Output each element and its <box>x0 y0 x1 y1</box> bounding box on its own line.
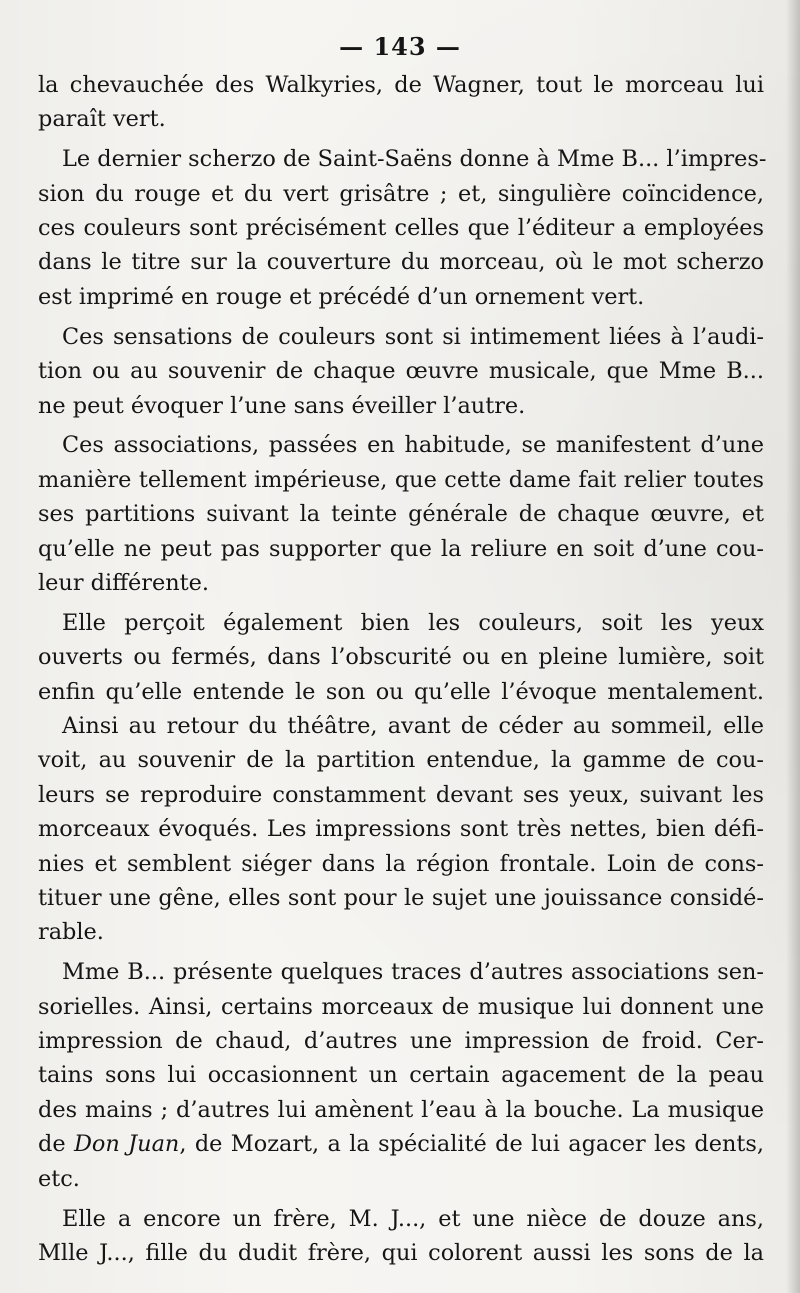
text-line: impression de chaud, d’autres une impression de froid. Cer- <box>38 1028 764 1055</box>
text-line: enfin qu’elle entende le son ou qu’elle l’évoque mentalement. <box>38 678 764 705</box>
text-line: des mains ; d’autres lui amènent l’eau à la bouche. La musique <box>38 1096 764 1123</box>
text-fragment: , de Mozart, a la spécialité de lui agacer les dents, <box>179 1131 764 1158</box>
page-gutter-shadow <box>786 0 800 1293</box>
paragraph-first-line: Ces associations, passées en habitude, se manifestent d’une <box>62 432 764 459</box>
text-line: leur différente. <box>38 569 210 596</box>
text-line: rable. <box>38 919 104 946</box>
paragraph-first-line: Elle a encore un frère, M. J..., et une nièce de douze ans, <box>62 1205 764 1232</box>
text-line: ouverts ou fermés, dans l’obscurité ou en pleine lumière, soit <box>38 644 764 671</box>
text-line: est imprimé en rouge et précédé d’un ornement vert. <box>38 283 645 310</box>
text-fragment: de <box>38 1131 66 1158</box>
text-line: nies et semblent siéger dans la région frontale. Loin de cons- <box>38 850 764 877</box>
text-line: tion ou au souvenir de chaque œuvre musicale, que Mme B... <box>38 358 764 385</box>
text-line: la chevauchée des Walkyries, de Wagner, tout le morceau lui <box>38 72 764 98</box>
body-text <box>38 68 767 1270</box>
text-line: ne peut évoquer l’une sans éveiller l’autre. <box>38 392 526 419</box>
text-line: tituer une gêne, elles sont pour le sujet une jouissance considé- <box>38 884 764 911</box>
page-number: — 143 — <box>339 32 461 61</box>
text-line-with-italic-title <box>38 1127 764 1161</box>
text-line: ses partitions suivant la teinte générale de chaque œuvre, et <box>38 501 764 528</box>
paragraph-first-line: Elle perçoit également bien les couleurs, soit les yeux <box>62 609 764 636</box>
text-line: dans le titre sur la couverture du morceau, où le mot scherzo <box>38 249 764 276</box>
text-line: ces couleurs sont précisément celles que l’éditeur a employées <box>38 215 764 242</box>
paragraph-first-line: Le dernier scherzo de Saint-Saëns donne à Mme B... l’impres- <box>62 146 767 173</box>
text-line: tains sons lui occasionnent un certain agacement de la peau <box>38 1062 764 1089</box>
text-line: etc. <box>38 1165 80 1192</box>
text-line: leurs se reproduire constamment devant ses yeux, suivant les <box>38 781 764 808</box>
paragraph-first-line: Mme B... présente quelques traces d’autres associations sen- <box>62 959 764 986</box>
text-line: Mlle J..., fille du dudit frère, qui colorent aussi les sons de la <box>38 1239 764 1266</box>
text-line: sorielles. Ainsi, certains morceaux de musique lui donnent une <box>38 993 764 1020</box>
text-line: sion du rouge et du vert grisâtre ; et, singulière coïncidence, <box>38 180 764 207</box>
text-line: manière tellement impérieuse, que cette dame fait relier toutes <box>38 466 764 493</box>
text-line: paraît vert. <box>38 106 166 133</box>
italic-work-title: Don Juan <box>73 1131 180 1158</box>
paragraph-first-line: Ces sensations de couleurs sont si intimement liées à l’audi- <box>62 323 764 350</box>
text-line: qu’elle ne peut pas supporter que la reliure en soit d’une cou- <box>38 535 764 562</box>
paragraph-first-line: Ainsi au retour du théâtre, avant de céder au sommeil, elle <box>62 713 764 740</box>
text-line: morceaux évoqués. Les impressions sont très nettes, bien défi- <box>38 816 764 843</box>
text-line: voit, au souvenir de la partition entendue, la gamme de cou- <box>38 747 764 774</box>
